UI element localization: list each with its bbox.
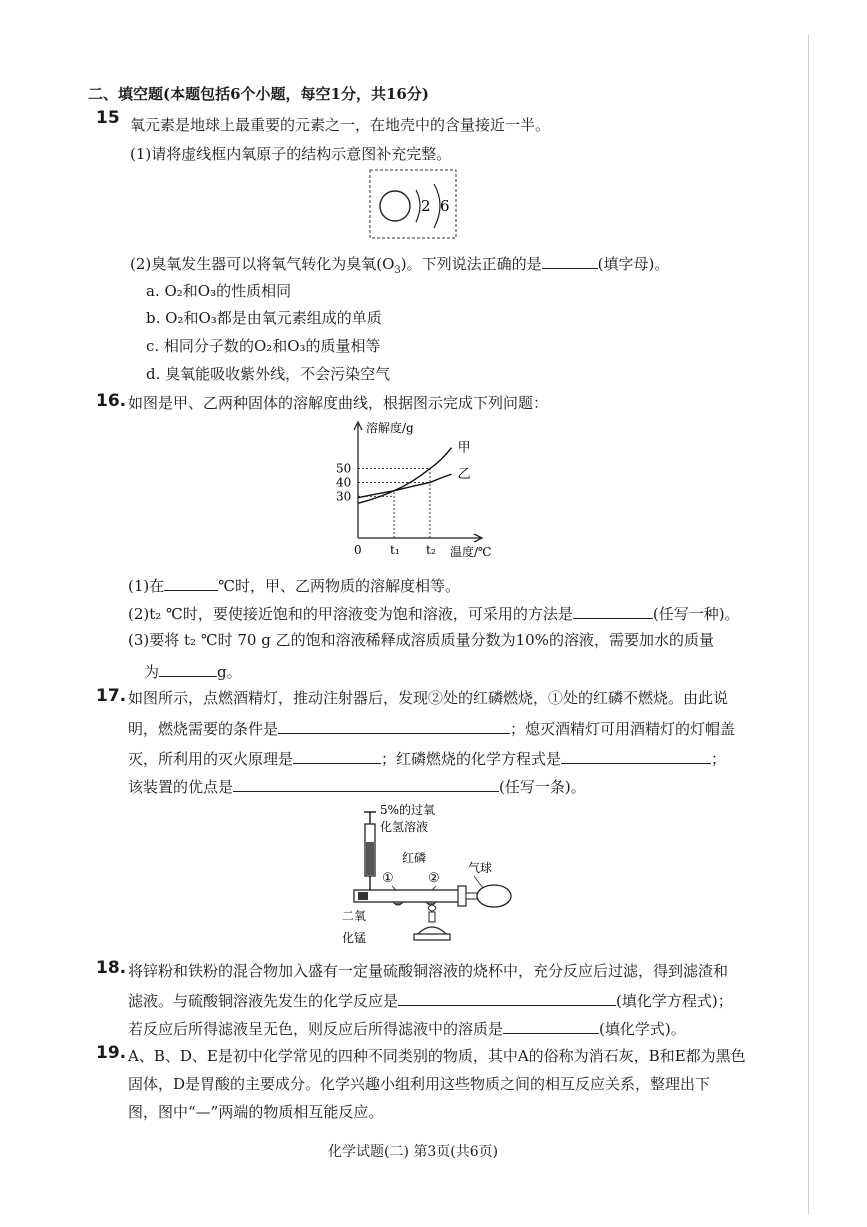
balloon-shape (477, 885, 511, 907)
q17-line3-text-c: ； (711, 750, 727, 768)
answer-blank[interactable] (561, 747, 711, 764)
electron-shell-1 (416, 190, 420, 222)
q17-line4-text-b: (任写一条)。 (499, 778, 586, 796)
q16-part1-text-a: (1)在 (128, 577, 165, 595)
y-tick-label: 50 (336, 461, 352, 476)
q16-part3-answer (144, 660, 242, 682)
solubility-chart (330, 416, 510, 566)
q16-part2-text-a: (2)t₂ ℃时，要使接近饱和的甲溶液变为饱和溶液，可采用的方法是 (128, 605, 573, 623)
series-label-jia: 甲 (457, 440, 471, 456)
q18-line3 (128, 1017, 686, 1039)
label-balloon: 气球 (468, 861, 493, 875)
glass-tube (354, 886, 478, 906)
q16-part2-text-b: (任写一种)。 (652, 605, 740, 623)
syringe (364, 812, 376, 890)
answer-blank[interactable] (278, 717, 510, 734)
answer-blank[interactable] (398, 989, 616, 1006)
y-tick-label: 30 (336, 489, 352, 504)
y-axis-label: 溶解度/g (366, 421, 414, 435)
shell-1-electrons: 2 (421, 197, 431, 215)
question-number-16: 16. (96, 391, 127, 411)
q15-part2-text-b: )。下列说法正确的是 (400, 255, 542, 273)
page-edge-line (808, 35, 809, 1215)
q17-line1: 如图所示，点燃酒精灯，推动注射器后，发现②处的红磷燃烧，①处的红磷不燃烧。由此说 (128, 689, 729, 707)
q18-line3-text-b: (填化学式)。 (599, 1020, 686, 1038)
q17-line4-text-a: 该装置的优点是 (128, 778, 234, 796)
q16-part3: (3)要将 t₂ ℃时 70 g 乙的饱和溶液稀释成溶质质量分数为10%的溶液，需要加水的质量 (128, 631, 714, 649)
question-number-19: 19. (96, 1043, 127, 1063)
x-tick-label: t₁ (390, 543, 400, 557)
subscript-3: 3 (394, 265, 401, 276)
q18-line1: 将锌粉和铁粉的混合物加入盛有一定量硫酸铜溶液的烧杯中，充分反应后过滤，得到滤渣和 (128, 962, 729, 980)
answer-blank[interactable] (233, 775, 499, 792)
q19-line3: 图，图中“—”两端的物质相互能反应。 (128, 1103, 384, 1121)
question-number-18: 18. (96, 958, 127, 978)
q16-part1-text-b: ℃时，甲、乙两物质的溶解度相等。 (218, 577, 461, 595)
q15-option-d: d. 臭氧能吸收紫外线，不会污染空气 (146, 365, 391, 383)
q16-part2 (128, 602, 740, 624)
q15-part2-text-a: (2)臭氧发生器可以将氧气转化为臭氧(O (130, 255, 395, 273)
q16-part1 (128, 574, 460, 596)
answer-blank[interactable] (159, 660, 217, 677)
label-mno2-1: 二氧 (342, 909, 367, 923)
q18-line2-text-b: (填化学方程式)； (616, 992, 733, 1010)
q15-option-b: b. O₂和O₃都是由氧元素组成的单质 (146, 309, 382, 327)
q19-line1: A、B、D、E是初中化学常见的四种不同类别的物质，其中A的俗称为消石灰，B和E都为黑色 (128, 1047, 746, 1065)
y-tick-label: 40 (336, 475, 352, 490)
question-number-15: 15 (96, 108, 120, 128)
q17-line3 (128, 747, 726, 769)
q16-part3-text-b: 为 (144, 663, 160, 681)
series-label-yi: 乙 (457, 467, 471, 483)
q19-line2: 固体，D是胃酸的主要成分。化学兴趣小组利用这些物质之间的相互反应关系，整理出下 (128, 1075, 711, 1093)
label-red-phosphorus: 红磷 (402, 851, 427, 865)
alcohol-lamp (414, 905, 450, 940)
q18-line2 (128, 989, 733, 1011)
q15-part2 (130, 252, 669, 281)
answer-blank[interactable] (503, 1017, 599, 1034)
label-position-2: ② (428, 871, 440, 886)
q15-part2-text-c: (填字母)。 (597, 255, 670, 273)
x-axis-label: 温度/℃ (450, 545, 492, 559)
q18-line3-text-a: 若反应后所得滤液呈无色，则反应后所得滤液中的溶质是 (128, 1020, 504, 1038)
q17-line2-text-a: 明，燃烧需要的条件是 (128, 720, 279, 738)
origin-label: 0 (354, 543, 362, 557)
combustion-apparatus (336, 798, 516, 948)
section-header: 二、填空题(本题包括6个小题，每空1分，共16分) (88, 85, 429, 103)
q17-line3-text-b: ；红磷燃烧的化学方程式是 (381, 750, 562, 768)
label-position-1: ① (382, 871, 394, 886)
q17-line3-text-a: 灭，所利用的灭火原理是 (128, 750, 294, 768)
q15-stem: 氧元素是地球上最重要的元素之一，在地壳中的含量接近一半。 (130, 116, 551, 134)
oxygen-atom-diagram (368, 168, 460, 242)
q17-line2-text-b: ；熄灭酒精灯可用酒精灯的灯帽盖 (510, 720, 736, 738)
shell-2-electrons: 6 (440, 197, 450, 215)
q18-line2-text-a: 滤液。与硫酸铜溶液先发生的化学反应是 (128, 992, 399, 1010)
question-number-17: 17. (96, 686, 127, 706)
answer-blank[interactable] (573, 602, 653, 619)
nucleus-circle (380, 191, 410, 221)
q15-option-c: c. 相同分子数的O₂和O₃的质量相等 (146, 337, 381, 355)
q17-line2 (128, 717, 735, 739)
q15-part1: (1)请将虚线框内氧原子的结构示意图补充完整。 (130, 145, 452, 163)
q15-option-a: a. O₂和O₃的性质相同 (146, 282, 292, 300)
x-tick-label: t₂ (426, 543, 436, 557)
q17-line4 (128, 775, 586, 797)
page-footer: 化学试题(二) 第3页(共6页) (328, 1144, 499, 1160)
answer-blank[interactable] (293, 747, 381, 764)
answer-blank[interactable] (542, 252, 598, 269)
q16-part3-text-c: g。 (217, 663, 242, 681)
q16-stem: 如图是甲、乙两种固体的溶解度曲线，根据图示完成下列问题： (128, 394, 549, 412)
answer-blank[interactable] (164, 574, 218, 591)
chart-layer (336, 420, 491, 559)
label-h2o2-2: 化氢溶液 (380, 820, 429, 834)
label-mno2-2: 化锰 (342, 931, 367, 945)
label-h2o2-1: 5%的过氧 (380, 803, 436, 817)
